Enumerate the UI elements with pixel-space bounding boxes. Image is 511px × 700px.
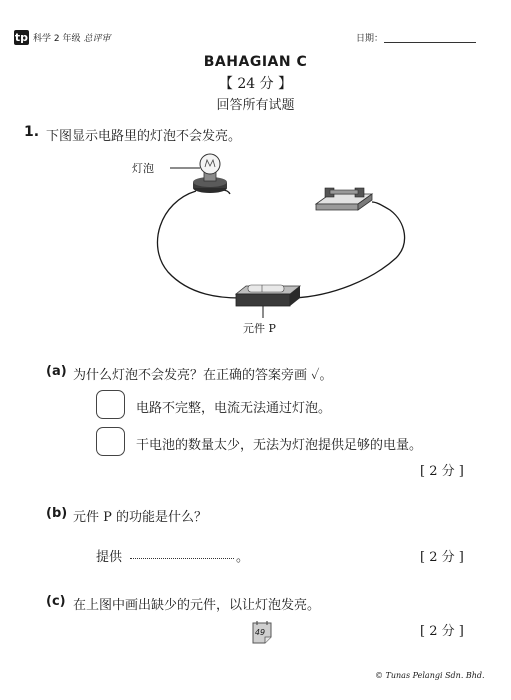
part-b-text: 元件 P 的功能是什么？ [73,510,208,525]
section-instruction: 回答所有试题 [216,98,295,113]
part-a-text: 为什么灯泡不会发亮？在正确的答案旁画 ✓。 [73,368,333,383]
part-b-marks: [ 2 分 ] [420,550,464,565]
answer-blank[interactable] [130,558,234,559]
switch [316,188,372,210]
wire-left [157,191,240,298]
component-p-label: 元件 P [243,322,276,335]
question-text: 下图显示电路里的灯泡不会发亮。 [46,129,242,144]
section-title: BAHAGIAN C [203,54,308,70]
part-a-marks: [ 2 分 ] [420,464,464,479]
part-c-label: (c) [46,594,66,609]
battery-holder [236,285,300,306]
part-c-text: 在上图中画出缺少的元件，以让灯泡发亮。 [73,598,321,613]
light-bulb [193,154,227,193]
part-b-label: (b) [46,506,68,521]
option-2-checkbox[interactable] [96,427,125,456]
part-a-label: (a) [46,364,67,379]
section-marks: 【 24 分 】 [218,76,293,92]
date-label: 日期： [356,34,384,44]
option-1-checkbox[interactable] [96,390,125,419]
page-number: 49 [254,628,266,637]
answer-prefix: 提供 [96,550,123,565]
wire-right [294,202,405,298]
publisher-logo: tp [14,31,29,44]
option-1-text: 电路不完整，电流无法通过灯泡。 [136,401,332,416]
answer-suffix: 。 [236,550,250,565]
unit-label: 总评审 [83,34,111,44]
copyright-footer: © Tunas Pelangi Sdn. Bhd. [375,671,485,680]
subject-label: 科学 2 年级 [33,34,81,44]
part-c-marks: [ 2 分 ] [420,624,464,639]
question-number: 1. [24,124,40,140]
option-2-text: 干电池的数量太少，无法为灯泡提供足够的电量。 [136,438,423,453]
bulb-label: 灯泡 [132,162,154,175]
